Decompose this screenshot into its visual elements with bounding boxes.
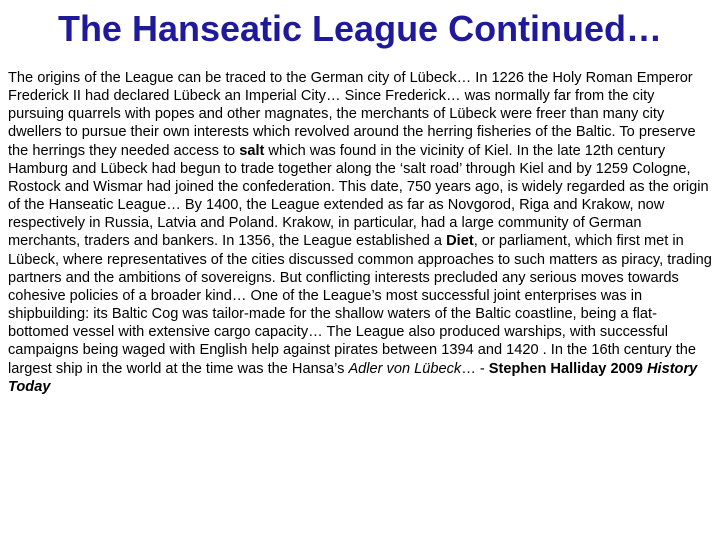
body-text-part-2: which was found in the vicinity of Kiel. In the late 12th century Hamburg and Lübeck had begun to trade together along the ‘salt road’ through Kiel and by 1259 Cologne, Rostock and Wismar had joined the confederation. This date, 750 years ago, is widely regarded as the origin of the Hanseatic League… By 1400, the League extended as far as Novgorod, Riga and Krakow, now respectively in Russia, Latvia and Poland. Krakow, in particular, had a large community of German merchants, traders and bankers. In 1356, the League established a — [8, 142, 709, 250]
ship-name: Adler von Lübeck — [348, 360, 462, 377]
bold-term-salt: salt — [239, 142, 265, 159]
body-paragraph — [8, 69, 714, 396]
slide-title: The Hanseatic League Continued… — [57, 8, 663, 49]
body-text-part-1: The origins of the League can be traced to the German city of Lübeck… In 1226 the Holy Roman Emperor Frederick II had declared Lübeck an Imperial City… Since Frederick… was normally far from the city pursuing quarrels with popes and other magnates, the merchants of Lübeck were freer than many city dwellers to pursue their own interests which revolved around the herring fisheries of the Baltic. To preserve the herrings they needed access to — [8, 70, 696, 159]
citation-author: Stephen Halliday 2009 — [488, 360, 643, 377]
citation-source: History Today — [8, 360, 698, 395]
body-text-part-4: … - — [461, 360, 489, 377]
body-text-part-3: , or parliament, which first met in Lübeck, where representatives of the cities discussed common approaches to such matters as piracy, trading partners and the ambitions of sovereigns. But conflicting interests precluded any serious moves towards cohesive policies of a broader kind… One of the League’s most successful joint enterprises was in shipbuilding: its Baltic Cog was tailor-made for the shallow waters of the Baltic coastline, being a flat-bottomed vessel with extensive cargo capacity… The League also produced warships, with successful campaigns being waged with English help against pirates between 1394 and 1420 . In the 16th century the largest ship in the world at the time was the Hansa’s — [8, 233, 712, 377]
bold-term-diet: Diet — [446, 233, 474, 250]
